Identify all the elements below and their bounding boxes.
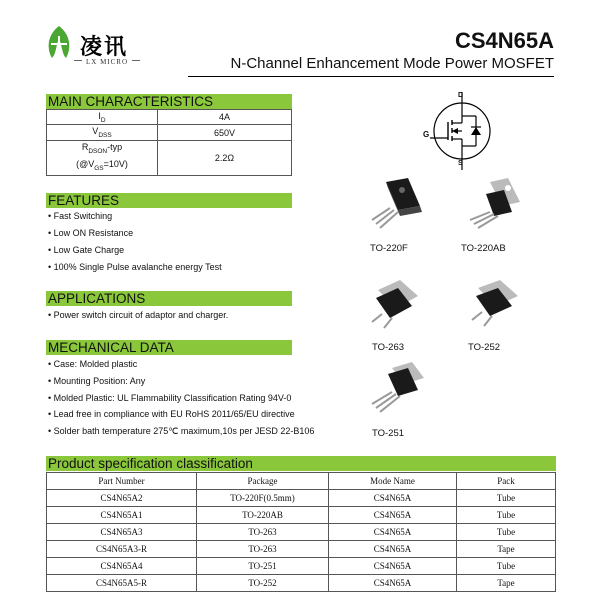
- logo-chinese-name: 凌讯: [80, 34, 129, 60]
- param-symbol: R: [81, 142, 89, 152]
- param-subscript: DSS: [98, 131, 112, 139]
- cell-mode-name: CS4N65A: [329, 558, 457, 575]
- cell-mode-name: CS4N65A: [329, 490, 457, 507]
- value-cell: 4A: [158, 110, 292, 125]
- column-header: Pack: [457, 473, 556, 490]
- list-item: • Low Gate Charge: [48, 245, 125, 255]
- list-item: • Molded Plastic: UL Flammability Classification Rating 94V-0: [48, 393, 292, 403]
- cell-pack: Tube: [457, 490, 556, 507]
- param-subscript: DSON: [88, 147, 108, 155]
- list-item: • Solder bath temperature 275℃ maximum,10s per JESD 22-B106: [48, 426, 315, 436]
- applications-heading: APPLICATIONS: [46, 291, 292, 306]
- cell-part-number: CS4N65A5-R: [47, 575, 197, 592]
- param-cell: [47, 141, 158, 176]
- param-symbol: V: [92, 126, 99, 137]
- cell-part-number: CS4N65A3: [47, 524, 197, 541]
- value-cell: 650V: [158, 125, 292, 141]
- main-characteristics-table: [46, 109, 292, 176]
- table-row: [47, 110, 292, 125]
- cell-mode-name: CS4N65A: [329, 541, 457, 558]
- company-logo-icon: [42, 24, 76, 62]
- features-heading: FEATURES: [46, 193, 292, 208]
- to251-package-icon: [362, 360, 428, 424]
- cell-package: TO-252: [197, 575, 329, 592]
- cell-part-number: CS4N65A4: [47, 558, 197, 575]
- part-number-title: CS4N65A: [454, 28, 554, 53]
- to263-package-icon: [362, 276, 422, 334]
- table-row: [47, 541, 556, 558]
- to252-package-icon: [460, 276, 522, 334]
- drain-label: D: [458, 92, 464, 99]
- list-item: • Lead free in compliance with EU RoHS 2011/65/EU directive: [48, 409, 295, 419]
- list-item: • Power switch circuit of adaptor and charger.: [48, 310, 229, 320]
- table-row: [47, 558, 556, 575]
- logo-divider-right: [132, 60, 140, 61]
- source-label: S: [458, 160, 463, 167]
- cell-part-number: CS4N65A2: [47, 490, 197, 507]
- table-row: [47, 507, 556, 524]
- cell-part-number: CS4N65A3-R: [47, 541, 197, 558]
- cell-pack: Tape: [457, 541, 556, 558]
- package-label-to251: TO-251: [372, 428, 405, 439]
- logo-english-name: LX MICRO: [86, 58, 129, 66]
- cell-package: TO-263: [197, 541, 329, 558]
- param-cell: [47, 125, 158, 141]
- list-item: • 100% Single Pulse avalanche energy Test: [48, 262, 222, 272]
- cell-mode-name: CS4N65A: [329, 507, 457, 524]
- cell-pack: Tube: [457, 524, 556, 541]
- cell-package: TO-251: [197, 558, 329, 575]
- to220f-package-icon: [360, 178, 428, 234]
- list-item: • Case: Molded plastic: [48, 359, 138, 369]
- cell-mode-name: CS4N65A: [329, 524, 457, 541]
- package-label-to252: TO-252: [468, 342, 501, 353]
- column-header: Mode Name: [329, 473, 457, 490]
- column-header: Part Number: [47, 473, 197, 490]
- spec-heading: Product specification classification: [46, 456, 556, 471]
- cell-part-number: CS4N65A1: [47, 507, 197, 524]
- cell-package: TO-220F(0.5mm): [197, 490, 329, 507]
- header-rule: [188, 76, 554, 77]
- mechanical-data-heading: MECHANICAL DATA: [46, 340, 292, 355]
- param-condition: =10V): [103, 158, 128, 169]
- param-suffix: -typ: [107, 142, 123, 152]
- table-row: [47, 141, 292, 176]
- table-header-row: [47, 473, 556, 490]
- cell-pack: Tube: [457, 558, 556, 575]
- logo-divider-left: [74, 60, 82, 61]
- param-condition: (@V: [76, 158, 95, 169]
- table-row: [47, 524, 556, 541]
- cell-package: TO-263: [197, 524, 329, 541]
- package-label-to220f: TO-220F: [370, 243, 408, 254]
- param-symbol: I: [98, 110, 101, 121]
- table-row: [47, 575, 556, 592]
- list-item: • Low ON Resistance: [48, 228, 134, 238]
- param-subscript: D: [100, 116, 106, 124]
- column-header: Package: [197, 473, 329, 490]
- table-row: [47, 125, 292, 141]
- list-item: • Mounting Position: Any: [48, 376, 146, 386]
- mosfet-symbol-icon: [418, 92, 498, 170]
- to220ab-package-icon: [456, 178, 526, 234]
- cell-package: TO-220AB: [197, 507, 329, 524]
- main-characteristics-heading: MAIN CHARACTERISTICS: [46, 94, 292, 109]
- package-label-to220ab: TO-220AB: [461, 243, 506, 254]
- table-row: [47, 490, 556, 507]
- cell-pack: Tape: [457, 575, 556, 592]
- cell-mode-name: CS4N65A: [329, 575, 457, 592]
- package-label-to263: TO-263: [372, 342, 405, 353]
- value-cell: 2.2Ω: [158, 141, 292, 176]
- spec-table: [46, 472, 556, 592]
- param-subscript: GS: [94, 164, 104, 172]
- device-subtitle: N-Channel Enhancement Mode Power MOSFET: [230, 55, 554, 72]
- gate-label: G: [423, 130, 430, 139]
- list-item: • Fast Switching: [48, 211, 113, 221]
- cell-pack: Tube: [457, 507, 556, 524]
- param-cell: [47, 110, 158, 125]
